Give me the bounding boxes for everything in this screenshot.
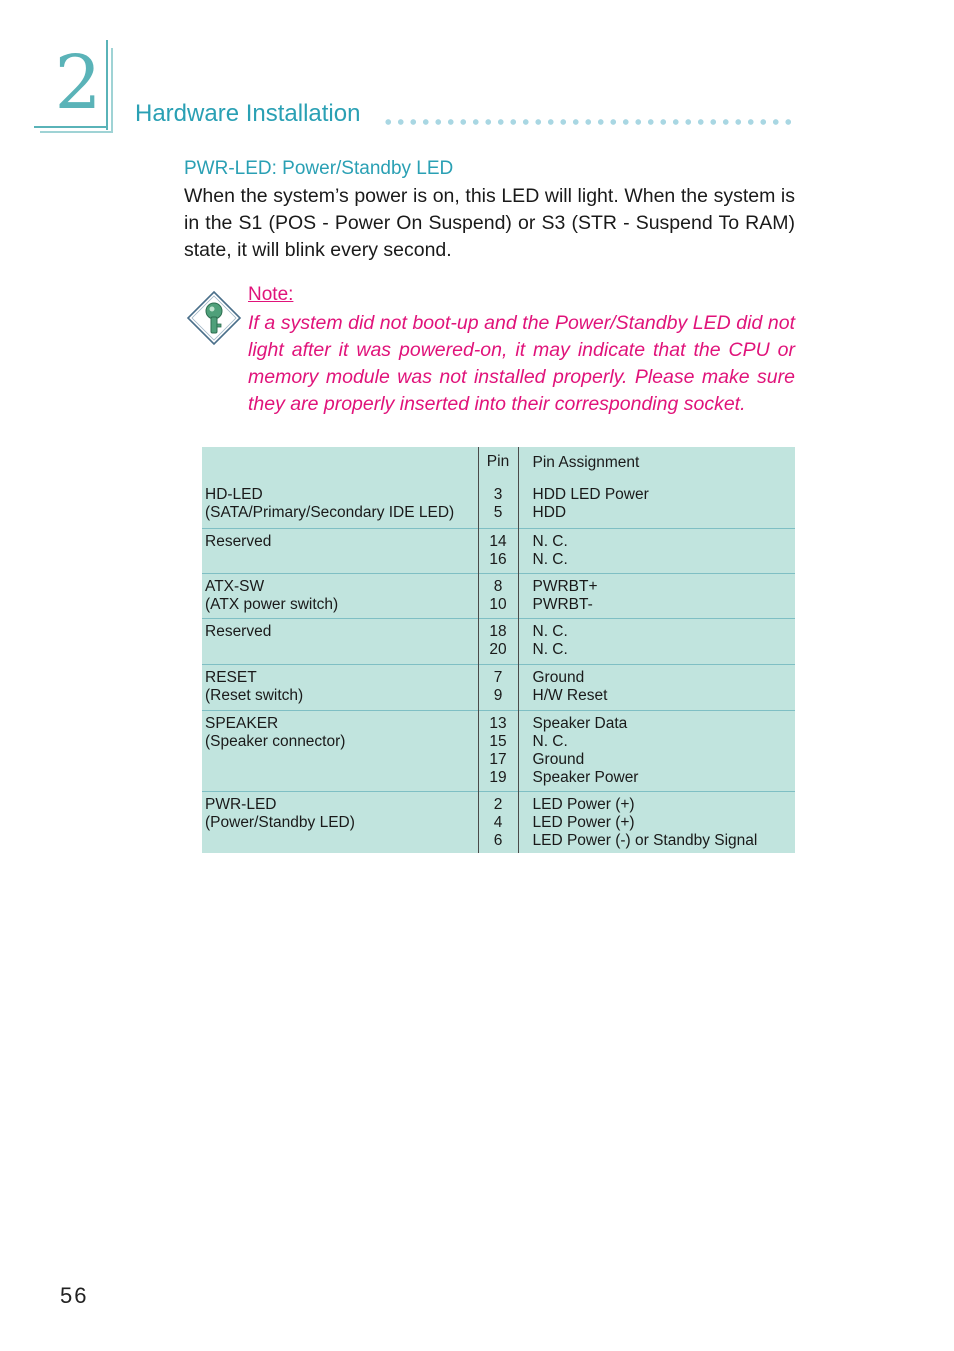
section-body: When the system’s power is on, this LED will light. When the system is in the S1 (POS - Power On Suspend) or S3 (STR - Suspend To RAM) state, it will blink every second.: [184, 185, 795, 261]
chapter-title: Hardware Installation: [135, 100, 361, 127]
pin-number: 16: [489, 550, 507, 568]
pin-assignment: Ground: [532, 668, 585, 686]
connector-name-cell: [202, 528, 478, 573]
connector-name-cell: [202, 482, 478, 528]
pin-assignment-cell: [518, 664, 795, 710]
pin-number: 5: [493, 504, 503, 521]
pin-assignment-cell: [518, 528, 795, 573]
connector-description: (Power/Standby LED): [205, 813, 355, 831]
pin-assignment: N. C.: [532, 732, 568, 750]
header-assignment: Pin Assignment: [532, 454, 640, 471]
pin-assignment: N. C.: [532, 640, 568, 658]
section-title: PWR-LED: Power/Standby LED: [184, 158, 454, 179]
connector-name: HD-LED: [205, 486, 263, 503]
connector-name: RESET: [205, 668, 257, 686]
pin-assignment: LED Power (+): [532, 813, 635, 831]
pin-assignment: Ground: [532, 750, 585, 768]
connector-description: (Speaker connector): [205, 732, 346, 750]
pin-number: 17: [489, 750, 507, 768]
pin-number: 8: [493, 577, 503, 595]
connector-name: SPEAKER: [205, 714, 279, 732]
pin-assignment-cell: [518, 573, 795, 618]
pin-assignment: Speaker Power: [532, 768, 639, 786]
pin-number: 2: [493, 795, 503, 813]
note-text: If a system did not boot-up and the Power/Standby LED did not light after it was powered-on, it may indicate that the CPU or memory module was not installed properly. Please make sure they are properly inserted into their corresponding socket.: [248, 312, 795, 415]
pin-assignment: PWRBT+: [532, 577, 598, 595]
pin-table-body: [202, 482, 795, 853]
chapter-line: [40, 131, 113, 133]
connector-name: Reserved: [205, 532, 272, 550]
connector-name-cell: [202, 664, 478, 710]
table-row: [202, 791, 795, 853]
header-dotted-rule: [382, 118, 796, 126]
pin-table: [202, 447, 795, 853]
table-row: [202, 573, 795, 618]
pin-assignment: H/W Reset: [532, 686, 608, 704]
pin-numbers-cell: [478, 618, 518, 664]
pin-number: 18: [489, 622, 507, 640]
pin-number: 10: [489, 595, 507, 613]
pin-assignment: LED Power (+): [532, 795, 635, 813]
table-header-row: [202, 447, 795, 482]
pin-numbers-cell: [478, 528, 518, 573]
pin-assignment: LED Power (-) or Standby Signal: [532, 831, 758, 849]
pin-numbers-cell: [478, 710, 518, 791]
page-number: 56: [60, 1283, 89, 1308]
pin-assignment-cell: [518, 791, 795, 853]
pin-number: 13: [489, 714, 507, 732]
pin-assignment: Speaker Data: [532, 714, 628, 732]
table-row: [202, 482, 795, 528]
connector-name-cell: [202, 573, 478, 618]
chapter-line: [106, 40, 108, 130]
connector-description: (Reset switch): [205, 686, 304, 704]
table-row: [202, 618, 795, 664]
connector-name-cell: [202, 791, 478, 853]
pin-numbers-cell: [478, 482, 518, 528]
pin-number: 15: [489, 732, 507, 750]
pin-number: 7: [493, 668, 503, 686]
chapter-line: [111, 48, 113, 132]
connector-description: (ATX power switch): [205, 595, 339, 613]
note-label: Note:: [248, 284, 294, 305]
pin-assignment: N. C.: [532, 532, 568, 550]
pin-assignment-cell: [518, 482, 795, 528]
connector-name-cell: [202, 618, 478, 664]
pin-assignment: PWRBT-: [532, 595, 593, 613]
connector-name-cell: [202, 710, 478, 791]
connector-name: PWR-LED: [205, 795, 277, 813]
pin-assignment-cell: [518, 710, 795, 791]
pin-number: 4: [493, 813, 503, 831]
table-row: [202, 710, 795, 791]
header-name: [202, 447, 478, 482]
table-row: [202, 664, 795, 710]
table-row: [202, 528, 795, 573]
chapter-number: 2: [54, 40, 102, 126]
chapter-line: [34, 126, 108, 128]
pin-assignment-cell: [518, 618, 795, 664]
pin-number: 19: [489, 768, 507, 786]
pin-number: 14: [489, 532, 507, 550]
pin-number: 6: [493, 831, 503, 849]
connector-name: Reserved: [205, 622, 272, 640]
pin-numbers-cell: [478, 791, 518, 853]
pin-assignment: N. C.: [532, 622, 568, 640]
pin-assignment: HDD: [532, 504, 567, 521]
pin-number: 3: [493, 486, 503, 503]
connector-description: (SATA/Primary/Secondary IDE LED): [205, 504, 455, 521]
pin-numbers-cell: [478, 664, 518, 710]
header-pin: Pin: [478, 447, 518, 482]
pin-assignment: N. C.: [532, 550, 568, 568]
connector-name: ATX-SW: [205, 577, 265, 595]
pin-number: 20: [489, 640, 507, 658]
pin-assignment: HDD LED Power: [532, 486, 649, 503]
pin-number: 9: [493, 686, 503, 704]
pin-numbers-cell: [478, 573, 518, 618]
key-icon: [186, 290, 242, 346]
